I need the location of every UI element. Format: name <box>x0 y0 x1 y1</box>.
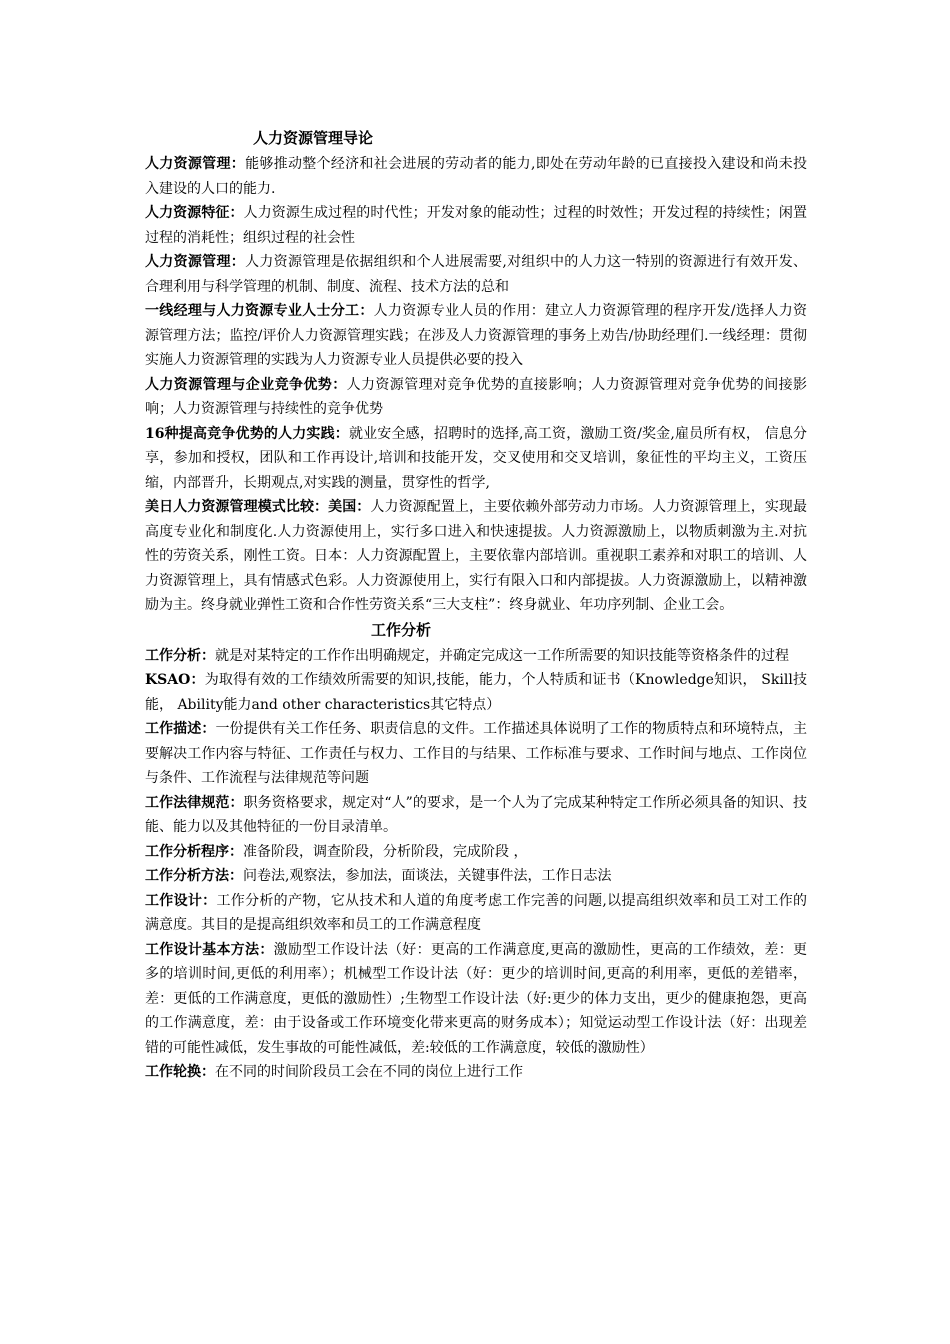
entry-text: 一份提供有关工作任务、职责信息的文件。工作描述具体说明了工作的物质特点和环境特点，主要解决工作内容与特征、工作责任与权力、工作目的与结果、工作标准与要求、工作时间与地点、工作岗位与条件、工作流程与法律规范等问题 <box>145 721 808 786</box>
entry-term: 工作设计基本方法： <box>145 941 274 958</box>
entry-job-analysis <box>145 644 807 669</box>
entry-term: 工作描述： <box>145 721 216 737</box>
entry-text: 人力资源生成过程的时代性；开发对象的能动性；过程的时效性；开发过程的持续性；闲置过程的消耗性；组织过程的社会性 <box>145 205 807 246</box>
entry-term: 工作设计： <box>145 892 217 909</box>
entry-text: 能够推动整个经济和社会进展的劳动者的能力,即处在劳动年龄的已直接投入建设和尚未投入建设的人口的能力. <box>145 156 807 197</box>
entry-line-manager-division <box>145 299 807 373</box>
document-page <box>145 128 807 1085</box>
entry-text: 职务资格要求，规定对“人”的要求，是一个人为了完成某种特定工作所必须具备的知识、技能、能力以及其他特征的一份目录清单。 <box>145 794 808 835</box>
entry-text: 在不同的时间阶段员工会在不同的岗位上进行工作 <box>215 1064 523 1080</box>
entry-term: 工作分析程序： <box>145 843 243 860</box>
entry-hr-definition <box>145 152 807 201</box>
entry-job-design-methods <box>145 938 807 1061</box>
entry-text: 人力资源配置上，主要依赖外部劳动力市场。人力资源管理上，实现最高度专业化和制度化.人力资源使用上，实行多口进入和快速提拔。人力资源激励上，以物质刺激为主.对抗性的劳资关系，刚性工资。日本：人力资源配置上，主要依靠内部培训。重视职工素养和对职工的培训、人力资源管理上，具有情感式色彩。人力资源使用上，实行有限入口和内部提拔。人力资源激励上，以精神激励为主。终身就业弹性工资和合作性劳资关系“三大支柱”：终身就业、年功序列制、企业工会。 <box>145 499 807 613</box>
entry-term: KSAO： <box>145 672 205 688</box>
section-title-job-analysis: 工作分析 <box>371 620 432 639</box>
entry-text: 问卷法,观察法，参加法，面谈法，关键事件法，工作日志法 <box>243 868 612 884</box>
entry-text: 人力资源专业人员的作用：建立人力资源管理的程序开发/选择人力资源管理方法；监控/评价人力资源管理实践；在涉及人力资源管理的事务上劝告/协助经理们.一线经理：贯彻实施人力资源管理的实践为人力资源专业人员提供必要的投入 <box>145 303 808 368</box>
entry-term: 工作分析： <box>145 647 215 664</box>
entry-term: 人力资源管理与企业竞争优势： <box>145 376 347 393</box>
section-title-hrm-intro: 人力资源管理导论 <box>253 129 374 147</box>
entry-hrm-definition <box>145 250 807 299</box>
entry-text: 为取得有效的工作绩效所需要的知识,技能，能力，个人特质和证书（Knowledge知识， Skill技能， Ability能力and other characteristics其它特点） <box>145 672 807 713</box>
entry-text: 人力资源管理对竞争优势的直接影响；人力资源管理对竞争优势的间接影响；人力资源管理与持续性的竞争优势 <box>145 376 808 417</box>
entry-job-description <box>145 717 807 791</box>
entry-text: 就是对某特定的工作作出明确规定，并确定完成这一工作所需要的知识技能等资格条件的过程 <box>215 647 789 664</box>
entry-competitive-advantage <box>145 373 807 422</box>
entry-text: 准备阶段，调查阶段，分析阶段，完成阶段 ， <box>243 843 528 860</box>
entry-term: 工作轮换： <box>145 1064 215 1080</box>
entry-text: 人力资源管理是依据组织和个人进展需要,对组织中的人力这一特别的资源进行有效开发、合理利用与科学管理的机制、制度、流程、技术方法的总和 <box>145 254 807 295</box>
entry-term: 人力资源管理： <box>145 254 246 270</box>
entry-16-practices <box>145 422 807 496</box>
entry-job-analysis-procedure <box>145 840 807 865</box>
entry-job-design <box>145 889 807 938</box>
entry-hr-features <box>145 201 807 250</box>
entry-term: 16种提高竞争优势的人力实践： <box>145 425 349 442</box>
entry-job-analysis-methods <box>145 864 807 889</box>
entry-term: 人力资源管理： <box>145 156 246 172</box>
entry-term: 人力资源特征： <box>145 205 244 221</box>
entry-text: 激励型工作设计法（好：更高的工作满意度,更高的激励性，更高的工作绩效，差：更多的培训时间,更低的利用率）；机械型工作设计法（好：更少的培训时间,更高的利用率，更低的差错率，差：更低的工作满意度，更低的激励性）;生物型工作设计法（好:更少的体力支出，更少的健康抱怨，更高的工作满意度，差：由于设备或工作环境变化带来更高的财务成本）；知觉运动型工作设计法（好：出现差错的可能性减低，发生事故的可能性减低，差:较低的工作满意度，较低的激励性） <box>145 941 808 1056</box>
entry-term: 一线经理与人力资源专业人士分工： <box>145 303 374 319</box>
entry-us-japan-comparison <box>145 495 807 618</box>
entry-text: 工作分析的产物，它从技术和人道的角度考虑工作完善的问题,以提高组织效率和员工对工作的满意度。其目的是提高组织效率和员工的工作满意程度 <box>145 892 808 933</box>
entry-term: 工作法律规范： <box>145 794 244 811</box>
entry-term: 美日人力资源管理模式比较：美国： <box>145 499 371 515</box>
entry-text: 就业安全感，招聘时的选择,高工资，激励工资/奖金,雇员所有权， 信息分享，参加和授权，团队和工作再设计,培训和技能开发，交叉使用和交叉培训，象征性的平均主义，工资压缩，内部晋升，长期观点,对实践的测量，贯穿性的哲学, <box>145 425 807 491</box>
entry-term: 工作分析方法： <box>145 868 243 884</box>
entry-job-specification <box>145 791 807 840</box>
entry-ksao <box>145 668 807 717</box>
entry-job-rotation <box>145 1060 807 1085</box>
